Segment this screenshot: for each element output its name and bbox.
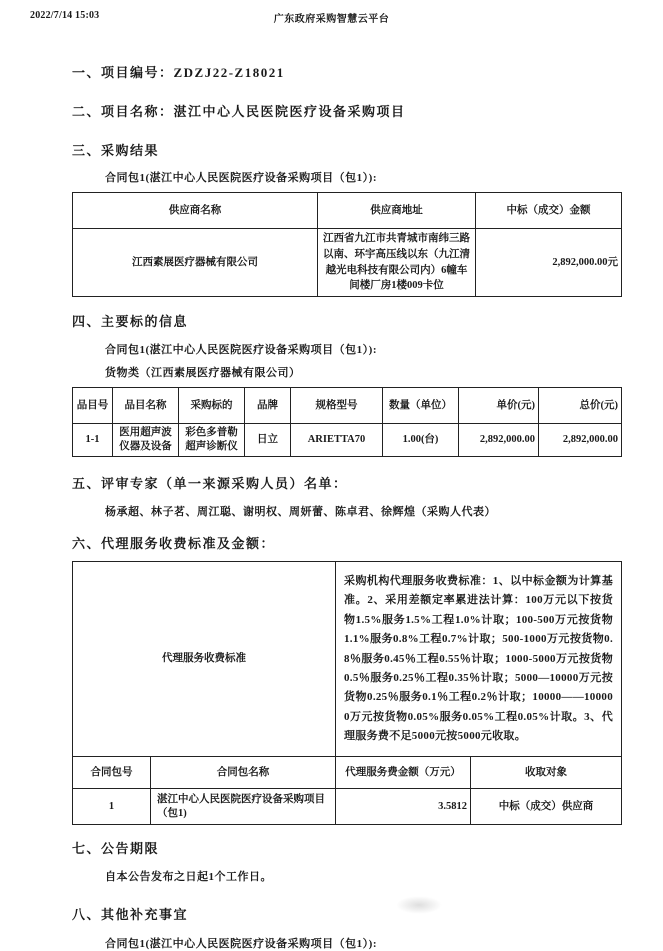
table-header-row xyxy=(73,757,622,789)
expert-names: 杨承超、林子茗、周江聪、谢明权、周妍蕾、陈卓君、徐辉煌（采购人代表） xyxy=(105,506,496,519)
header-total-price: 总价(元) xyxy=(539,388,622,424)
contract-package-line: 合同包1(湛江中心人民医院医疗设备采购项目（包1）): xyxy=(105,172,377,184)
cell-package-name: 湛江中心人民医院医疗设备采购项目（包1) xyxy=(151,789,336,825)
header-supplier-address: 供应商地址 xyxy=(318,193,476,229)
header-fee-amount: 代理服务费金额（万元） xyxy=(336,757,471,789)
header-supplier-name: 供应商名称 xyxy=(73,193,318,229)
table-header-row xyxy=(73,388,622,424)
cell-award-amount: 2,892,000.00元 xyxy=(476,229,622,297)
cell-package-no: 1 xyxy=(73,789,151,825)
cell-procurement-subject: 彩色多普勒超声诊断仪 xyxy=(179,424,245,457)
section-project-number: 一、项目编号：ZDZJ22-Z18021 xyxy=(72,65,285,80)
header-unit-price: 单价(元) xyxy=(459,388,539,424)
fee-standard-text: 采购机构代理服务收费标准：1、以中标金额为计算基准。2、采用差额定率累进法计算：100万元以下按货物1.5%服务1.5%工程1.0%计取；100-500万元按货物1.1%服务0.8%工程0.7%计取；500-1000万元按货物0.8％服务0.45％工程0.55％计取；1000-5000万元按货物0.5％服务0.25％工程0.35％计取；5000—10000万元按货物0.25％服务0.1％工程0.2％计取；10000——100000万元按货物0.05%服务0.05%工程0.05%计取。3、代理服务费不足5000元按5000元收取。 xyxy=(336,562,622,757)
header-item-name: 品目名称 xyxy=(113,388,179,424)
goods-category-line: 货物类（江西素展医疗器械有限公司） xyxy=(105,367,301,379)
announcement-period-text: 自本公告发布之日起1个工作日。 xyxy=(105,871,272,884)
document-body xyxy=(72,54,621,951)
table-row xyxy=(73,424,622,457)
header-package-no: 合同包号 xyxy=(73,757,151,789)
fee-standard-row xyxy=(73,562,622,757)
contract-package-line: 合同包1(湛江中心人民医院医疗设备采购项目（包1）): xyxy=(105,344,377,356)
header-model: 规格型号 xyxy=(291,388,383,424)
contract-package-line: 合同包1(湛江中心人民医院医疗设备采购项目（包1）): xyxy=(105,938,377,951)
section-main-subject-info: 四、主要标的信息 xyxy=(72,314,189,329)
table-header-row xyxy=(73,193,622,229)
header-award-amount: 中标（成交）金额 xyxy=(476,193,622,229)
header-package-name: 合同包名称 xyxy=(151,757,336,789)
cell-quantity: 1.00(台) xyxy=(383,424,459,457)
cell-supplier-name: 江西素展医疗器械有限公司 xyxy=(73,229,318,297)
section-review-experts: 五、评审专家（单一来源采购人员）名单： xyxy=(72,476,348,492)
agency-fee-table xyxy=(72,561,622,825)
header-procurement-subject: 采购标的 xyxy=(179,388,245,424)
print-timestamp: 2022/7/14 15:03 xyxy=(30,10,100,21)
cell-supplier-address: 江西省九江市共青城市南纬三路以南、环宇高压线以东（九江清越光电科技有限公司内）6幢车间楼厂房1楼009卡位 xyxy=(318,229,476,297)
cell-brand: 日立 xyxy=(245,424,291,457)
header-brand: 品牌 xyxy=(245,388,291,424)
cell-item-no: 1-1 xyxy=(73,424,113,457)
section-project-name: 二、项目名称：湛江中心人民医院医疗设备采购项目 xyxy=(72,104,406,119)
table-row xyxy=(73,229,622,297)
fee-standard-label: 代理服务收费标准 xyxy=(73,562,336,757)
section-announcement-period: 七、公告期限 xyxy=(72,841,160,857)
header-quantity: 数量（单位） xyxy=(383,388,459,424)
cell-item-name: 医用超声波仪器及设备 xyxy=(113,424,179,457)
cell-fee-payer: 中标（成交）供应商 xyxy=(471,789,622,825)
section-other-matters: 八、其他补充事宜 xyxy=(72,907,189,923)
header-fee-payer: 收取对象 xyxy=(471,757,622,789)
page-edge-shadow xyxy=(396,896,442,914)
section-agency-fee: 六、代理服务收费标准及金额： xyxy=(72,536,276,552)
cell-unit-price: 2,892,000.00 xyxy=(459,424,539,457)
site-title: 广东政府采购智慧云平台 xyxy=(273,14,390,25)
items-table xyxy=(72,387,622,457)
print-header xyxy=(0,10,663,25)
header-item-no: 品目号 xyxy=(73,388,113,424)
supplier-result-table xyxy=(72,192,622,297)
table-row xyxy=(73,789,622,825)
section-procurement-result: 三、采购结果 xyxy=(72,143,160,158)
cell-fee-amount: 3.5812 xyxy=(336,789,471,825)
cell-model: ARIETTA70 xyxy=(291,424,383,457)
cell-total-price: 2,892,000.00 xyxy=(539,424,622,457)
